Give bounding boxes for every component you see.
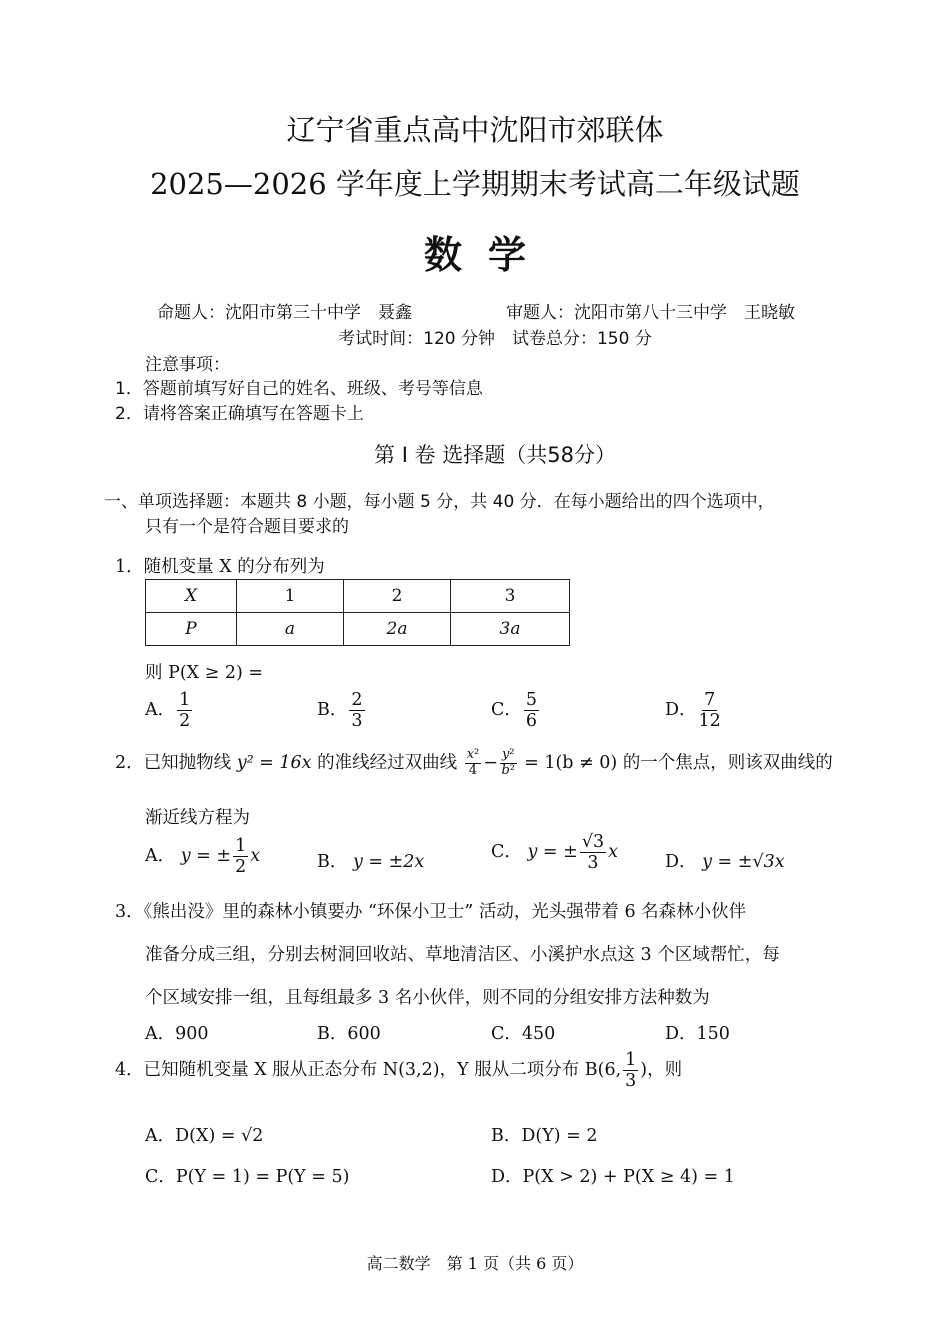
q2-option-d[interactable]: D． y = ±√3x [665, 852, 785, 872]
part-instructions-line1: 一、单项选择题：本题共 8 小题，每小题 5 分，共 40 分．在每小题给出的四个选项中， [104, 492, 775, 512]
subject-title: 数学 [423, 232, 552, 277]
exam-title-line1: 辽宁省重点高中沈阳市郊联体 [286, 113, 664, 147]
table-cell: 3 [451, 580, 570, 613]
author-line: 命题人：沈阳市第三十中学 聂鑫 [157, 303, 412, 323]
question-3-line3: 个区域安排一组，且每组最多 3 名小伙伴，则不同的分组安排方法种数为 [145, 988, 710, 1008]
question-3-line2: 准备分成三组，分别去树洞回收站、草地清洁区、小溪护水点这 3 个区域帮忙，每 [145, 945, 780, 965]
question-2-stem: 2．已知抛物线 y² = 16x 的准线经过双曲线 $\frac{\text{x²}}{4}$ − $\frac{\text{y²}}{\text{b²}}$ = 1(b ≠ 0) 的一个焦点，则该双曲线的 [115, 747, 833, 778]
q3-option-a[interactable]: A．900 [145, 1024, 209, 1044]
section-title: 第 I 卷 选择题（共58分） [374, 443, 616, 467]
question-1-ask: 则 P(X ≥ 2) = [145, 663, 264, 683]
q1-option-c[interactable]: C． $\frac{5}{6}$ [491, 690, 538, 732]
q2-option-b[interactable]: B． y = ±2x [317, 852, 425, 872]
q2-option-a[interactable]: A． y = ± $\frac{1}{2}$ x [145, 836, 261, 878]
reviewer-line: 审题人：沈阳市第八十三中学 王晓敏 [506, 303, 795, 323]
table-cell: 2a [344, 613, 451, 646]
notice-item-1: 1．答题前填写好自己的姓名、班级、考号等信息 [115, 379, 483, 399]
question-3-line1: 3．《熊出没》里的森林小镇要办 “环保小卫士” 活动，光头强带着 6 名森林小伙伴 [115, 902, 747, 922]
q4-option-b[interactable]: B．D(Y) = 2 [491, 1126, 598, 1146]
q1-option-a[interactable]: A． $\frac{1}{2}$ [145, 690, 191, 732]
q3-option-d[interactable]: D．150 [665, 1024, 730, 1044]
hyperbola-term-y: $\frac{\text{y²}}{\text{b²}}$ [501, 747, 515, 778]
table-cell: a [237, 613, 344, 646]
table-cell: 1 [237, 580, 344, 613]
question-1-stem: 1．随机变量 X 的分布列为 [115, 557, 325, 577]
table-cell: X [146, 580, 237, 613]
table-cell: 3a [451, 613, 570, 646]
question-4-stem: 4．已知随机变量 X 服从正态分布 N(3,2)，Y 服从二项分布 B(6, $\frac{1}{3}$ )，则 [115, 1050, 683, 1092]
q4-option-a[interactable]: A．D(X) = √2 [145, 1126, 264, 1146]
notice-title: 注意事项： [145, 355, 230, 375]
part-instructions-line2: 只有一个是符合题目要求的 [145, 517, 349, 537]
exam-info: 考试时间：120 分钟 试卷总分：150 分 [338, 329, 652, 349]
q3-option-c[interactable]: C．450 [491, 1024, 556, 1044]
distribution-table [145, 579, 570, 646]
q2-option-c[interactable]: C． y = ± $\frac{√3}{3}$ x [491, 832, 618, 874]
q1-option-b[interactable]: B． $\frac{2}{3}$ [317, 690, 363, 732]
q1-option-d[interactable]: D． $\frac{7}{12}$ [665, 690, 721, 732]
q4-option-c[interactable]: C．P(Y = 1) = P(Y = 5) [145, 1167, 350, 1187]
question-2-line2: 渐近线方程为 [145, 808, 250, 828]
hyperbola-term-x: $\frac{\text{x²}}{4}$ [466, 747, 480, 778]
table-cell: 2 [344, 580, 451, 613]
notice-item-2: 2．请将答案正确填写在答题卡上 [115, 404, 364, 424]
page-footer: 高二数学 第 1 页（共 6 页） [366, 1254, 584, 1273]
exam-title-line2: 2025—2026 学年度上学期期末考试高二年级试题 [150, 167, 800, 201]
table-cell: P [146, 613, 237, 646]
q3-option-b[interactable]: B．600 [317, 1024, 381, 1044]
q4-option-d[interactable]: D．P(X > 2) + P(X ≥ 4) = 1 [491, 1167, 735, 1187]
